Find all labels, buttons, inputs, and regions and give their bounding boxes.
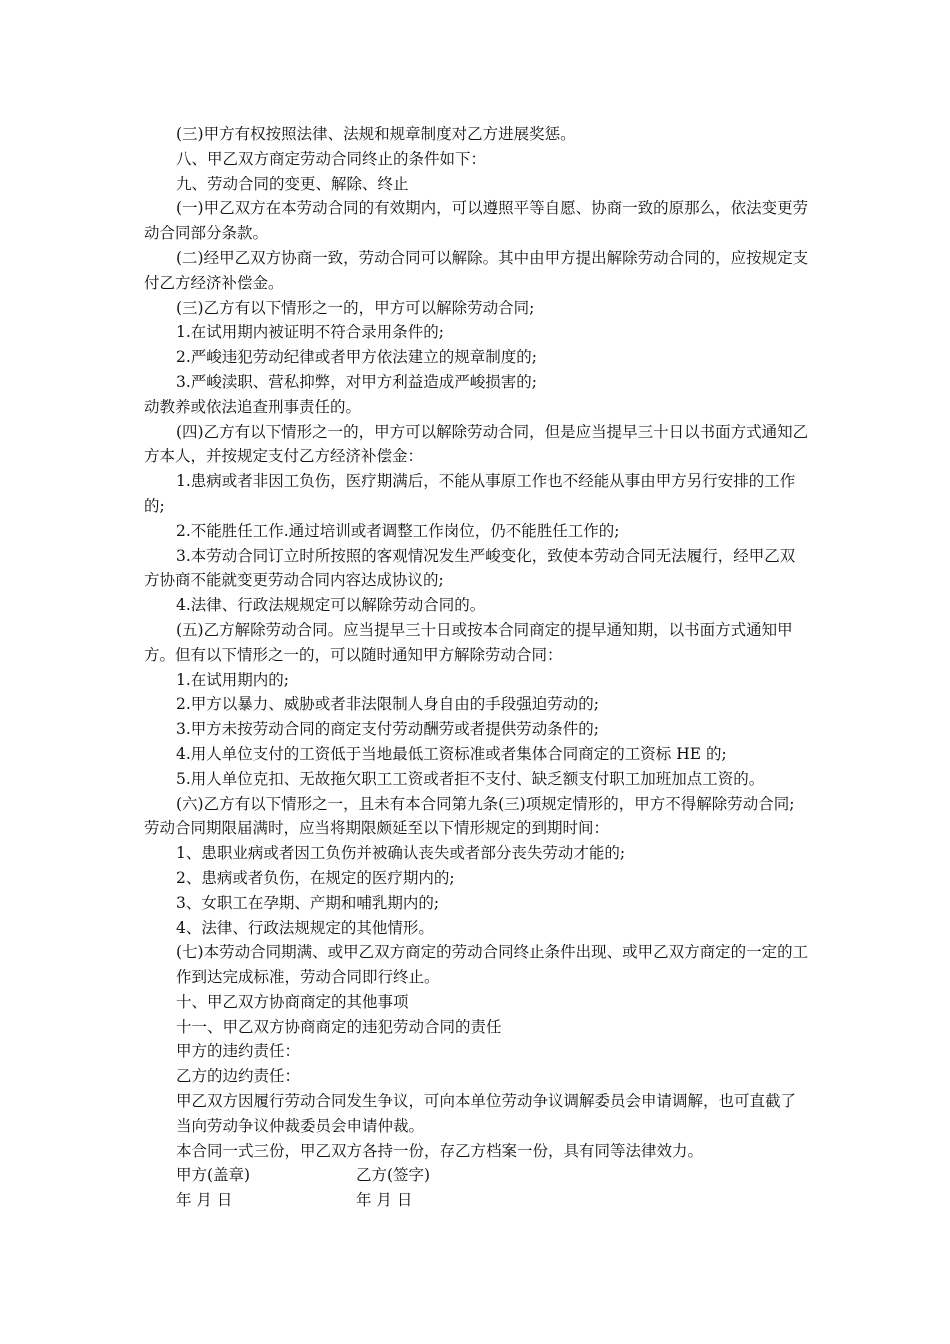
section-heading: 九、劳动合同的变更、解除、终止 <box>176 174 409 193</box>
list-item: 3、女职工在孕期、产期和哺乳期内的; <box>176 893 440 912</box>
list-item: 4、法律、行政法规规定的其他情形。 <box>176 918 434 937</box>
paragraph: 甲乙双方因履行劳动合同发生争议，可向本单位劳动争议调解委员会申请调解，也可直截了当向劳动争议仲裁委员会申请仲裁。 <box>176 1092 797 1135</box>
list-item: 3.甲方未按劳动合同的商定支付劳动酬劳或者提供劳动条件的; <box>176 720 600 739</box>
party-b-date: 年 月 日 <box>356 1191 413 1210</box>
paragraph: (四)乙方有以下情形之一的，甲方可以解除劳动合同，但是应当提早三十日以书面方式通知乙方本人，并按规定支付乙方经济补偿金： <box>144 422 809 466</box>
list-item: 1.在试用期内被证明不符合录用条件的; <box>176 323 445 342</box>
paragraph: (二)经甲乙双方协商一致，劳动合同可以解除。其中由甲方提出解除劳动合同的，应按规定支付乙方经济补偿金。 <box>144 248 809 292</box>
paragraph: 本合同一式三份，甲乙双方各持一份，存乙方档案一份，具有同等法律效力。 <box>176 1141 704 1160</box>
list-item: 3.严峻渎职、营私抑弊，对甲方利益造成严峻损害的; <box>176 372 538 391</box>
paragraph: 乙方的边约责任： <box>176 1067 301 1086</box>
list-item: 1、患职业病或者因工负伤并被确认丧失或者部分丧失劳动才能的; <box>176 844 626 863</box>
paragraph-fragment: 动教养或依法追查刑事责任的。 <box>144 397 362 416</box>
list-item: 5.用人单位克扣、无故拖欠职工工资或者拒不支付、缺乏额支付职工加班加点工资的。 <box>176 769 765 788</box>
document-body <box>144 122 809 1213</box>
paragraph: (三)甲方有权按照法律、法规和规章制度对乙方进展奖惩。 <box>176 125 576 143</box>
party-a-date: 年 月 日 <box>176 1191 233 1210</box>
list-item: 2.甲方以暴力、威胁或者非法限制人身自由的手段强迫劳动的; <box>176 695 600 714</box>
section-heading: 十一、甲乙双方协商商定的违犯劳动合同的责任 <box>176 1017 502 1036</box>
section-heading: 八、甲乙双方商定劳动合同终止的条件如下： <box>176 149 487 168</box>
signature-row <box>144 1163 809 1188</box>
paragraph: (七)本劳动合同期满、或甲乙双方商定的劳动合同终止条件出现、或甲乙双方商定的一定的工作到达完成标准，劳动合同即行终止。 <box>176 943 809 987</box>
party-a-signature-label: 甲方(盖章) <box>176 1166 251 1185</box>
section-heading: 十、甲乙双方协商商定的其他事项 <box>176 992 409 1011</box>
paragraph: (五)乙方解除劳动合同。应当提早三十日或按本合同商定的提早通知期，以书面方式通知甲方。但有以下情形之一的，可以随时通知甲方解除劳动合同： <box>144 620 793 664</box>
paragraph: (三)乙方有以下情形之一的，甲方可以解除劳动合同; <box>176 298 535 317</box>
list-item: 1.患病或者非因工负伤，医疗期满后，不能从事原工作也不经能从事由甲方另行安排的工作的; <box>144 472 796 515</box>
list-item: 1.在试用期内的; <box>176 670 290 689</box>
list-item: 4.法律、行政法规规定可以解除劳动合同的。 <box>176 596 486 615</box>
list-item: 3.本劳动合同订立时所按照的客观情况发生严峻变化，致使本劳动合同无法履行，经甲乙双方协商不能就变更劳动合同内容达成协议的; <box>144 546 796 590</box>
date-row <box>144 1188 809 1213</box>
party-b-signature-label: 乙方(签字) <box>356 1166 431 1185</box>
paragraph: (一)甲乙双方在本劳动合同的有效期内，可以遵照平等自愿、协商一致的原那么，依法变更劳动合同部分条款。 <box>144 199 809 243</box>
paragraph: (六)乙方有以下情形之一，且未有本合同第九条(三)项规定情形的，甲方不得解除劳动合同;劳动合同期限届满时，应当将期限颇延至以下情形规定的到期时间： <box>144 794 795 838</box>
list-item: 2.不能胜任工作.通过培训或者调整工作岗位，仍不能胜任工作的; <box>176 521 620 540</box>
list-item: 4.用人单位支付的工资低于当地最低工资标准或者集体合同商定的工资标 HE 的; <box>176 744 727 763</box>
list-item: 2、患病或者负伤，在规定的医疗期内的; <box>176 868 455 887</box>
paragraph: 甲方的违约责任： <box>176 1042 301 1061</box>
list-item: 2.严峻违犯劳动纪律或者甲方依法建立的规章制度的; <box>176 348 538 367</box>
